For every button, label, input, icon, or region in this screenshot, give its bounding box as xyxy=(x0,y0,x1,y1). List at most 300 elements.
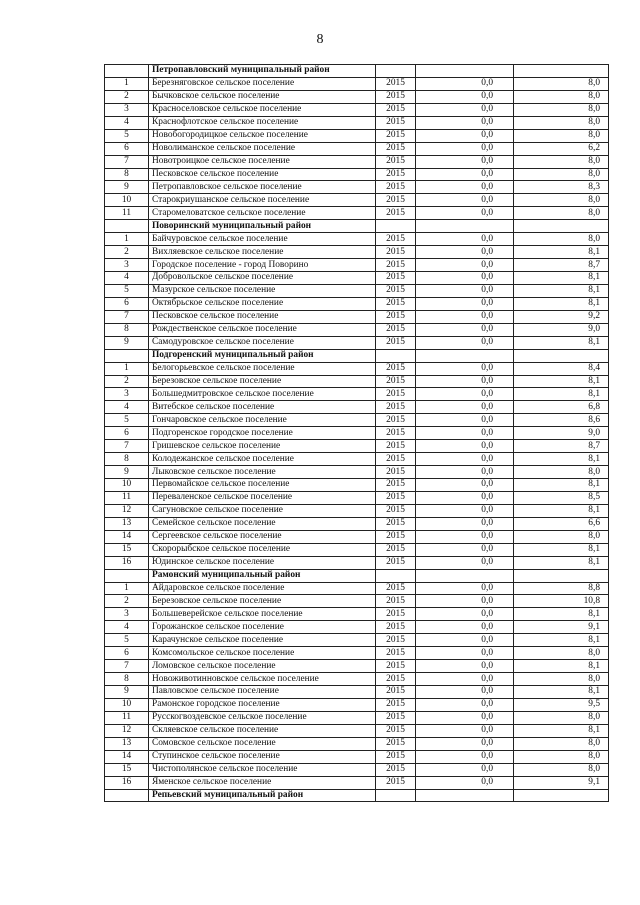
value-1-cell: 0,0 xyxy=(416,155,514,168)
year-cell: 2015 xyxy=(376,362,416,375)
table-row xyxy=(105,207,609,220)
row-number: 6 xyxy=(105,647,149,660)
value-1-cell: 0,0 xyxy=(416,556,514,569)
settlement-name: Старомеловатское сельское поселение xyxy=(149,207,376,220)
table-row xyxy=(105,504,609,517)
value-2-cell: 8,4 xyxy=(514,362,609,375)
year-cell: 2015 xyxy=(376,272,416,285)
row-number: 8 xyxy=(105,453,149,466)
settlement-name: Русскогвоздевское сельское поселение xyxy=(149,711,376,724)
settlement-name: Старокриушанское сельское поселение xyxy=(149,194,376,207)
row-number: 13 xyxy=(105,737,149,750)
settlement-name: Карачунское сельское поселение xyxy=(149,634,376,647)
value-2-cell: 8,0 xyxy=(514,466,609,479)
row-number: 4 xyxy=(105,621,149,634)
value-2-cell: 9,5 xyxy=(514,698,609,711)
year-cell: 2015 xyxy=(376,660,416,673)
settlement-name: Большедмитровское сельское поселение xyxy=(149,388,376,401)
row-number: 8 xyxy=(105,323,149,336)
value-2-cell: 8,1 xyxy=(514,453,609,466)
value-2-cell: 8,1 xyxy=(514,336,609,349)
row-number: 13 xyxy=(105,517,149,530)
value-1-cell: 0,0 xyxy=(416,686,514,699)
empty-cell xyxy=(105,789,149,802)
value-1-cell: 0,0 xyxy=(416,116,514,129)
table-row xyxy=(105,634,609,647)
row-number: 12 xyxy=(105,504,149,517)
year-cell: 2015 xyxy=(376,595,416,608)
settlement-name: Новобогородицкое сельское поселение xyxy=(149,129,376,142)
district-header-row xyxy=(105,569,609,582)
value-2-cell: 6,2 xyxy=(514,142,609,155)
table-row xyxy=(105,168,609,181)
row-number: 4 xyxy=(105,401,149,414)
value-1-cell: 0,0 xyxy=(416,129,514,142)
table-row xyxy=(105,77,609,90)
row-number: 10 xyxy=(105,194,149,207)
year-cell: 2015 xyxy=(376,673,416,686)
row-number: 1 xyxy=(105,233,149,246)
year-cell: 2015 xyxy=(376,90,416,103)
value-1-cell: 0,0 xyxy=(416,401,514,414)
empty-cell xyxy=(514,349,609,362)
table-row xyxy=(105,595,609,608)
value-2-cell: 8,0 xyxy=(514,129,609,142)
empty-cell xyxy=(514,789,609,802)
year-cell: 2015 xyxy=(376,142,416,155)
table-row xyxy=(105,453,609,466)
value-2-cell: 8,0 xyxy=(514,233,609,246)
settlement-name: Горожанское сельское поселение xyxy=(149,621,376,634)
empty-cell xyxy=(514,569,609,582)
settlement-name: Березовское сельское поселение xyxy=(149,595,376,608)
year-cell: 2015 xyxy=(376,77,416,90)
table-row xyxy=(105,698,609,711)
table-row xyxy=(105,310,609,323)
row-number: 5 xyxy=(105,284,149,297)
settlement-name: Октябрьское сельское поселение xyxy=(149,297,376,310)
table-row xyxy=(105,530,609,543)
district-name: Подгоренский муниципальный район xyxy=(149,349,376,362)
table-row xyxy=(105,517,609,530)
settlement-name: Краснофлотское сельское поселение xyxy=(149,116,376,129)
empty-cell xyxy=(416,220,514,233)
settlement-name: Петропавловское сельское поселение xyxy=(149,181,376,194)
value-1-cell: 0,0 xyxy=(416,90,514,103)
year-cell: 2015 xyxy=(376,466,416,479)
row-number: 11 xyxy=(105,711,149,724)
table-row xyxy=(105,233,609,246)
settlement-name: Байчуровское сельское поселение xyxy=(149,233,376,246)
settlement-name: Белогорьевское сельское поселение xyxy=(149,362,376,375)
table-row xyxy=(105,155,609,168)
settlements-table xyxy=(104,64,609,802)
year-cell: 2015 xyxy=(376,207,416,220)
table-row xyxy=(105,556,609,569)
settlement-name: Витебское сельское поселение xyxy=(149,401,376,414)
settlement-name: Песковское сельское поселение xyxy=(149,168,376,181)
value-2-cell: 8,0 xyxy=(514,103,609,116)
year-cell: 2015 xyxy=(376,491,416,504)
value-1-cell: 0,0 xyxy=(416,724,514,737)
row-number: 5 xyxy=(105,129,149,142)
district-header-row xyxy=(105,789,609,802)
empty-cell xyxy=(105,349,149,362)
settlement-name: Юдинское сельское поселение xyxy=(149,556,376,569)
value-2-cell: 8,0 xyxy=(514,763,609,776)
year-cell: 2015 xyxy=(376,246,416,259)
settlement-name: Новоживотинновское сельское поселение xyxy=(149,673,376,686)
settlement-name: Лыковское сельское поселение xyxy=(149,466,376,479)
value-2-cell: 8,1 xyxy=(514,246,609,259)
table-row xyxy=(105,284,609,297)
row-number: 15 xyxy=(105,763,149,776)
empty-cell xyxy=(514,65,609,78)
value-2-cell: 8,0 xyxy=(514,673,609,686)
value-1-cell: 0,0 xyxy=(416,181,514,194)
settlement-name: Гришевское сельское поселение xyxy=(149,440,376,453)
row-number: 9 xyxy=(105,466,149,479)
value-1-cell: 0,0 xyxy=(416,647,514,660)
year-cell: 2015 xyxy=(376,284,416,297)
value-2-cell: 8,0 xyxy=(514,207,609,220)
year-cell: 2015 xyxy=(376,711,416,724)
settlement-name: Городское поселение - город Поворино xyxy=(149,259,376,272)
settlement-name: Добровольское сельское поселение xyxy=(149,272,376,285)
empty-cell xyxy=(376,349,416,362)
year-cell: 2015 xyxy=(376,517,416,530)
year-cell: 2015 xyxy=(376,621,416,634)
table-row xyxy=(105,776,609,789)
value-1-cell: 0,0 xyxy=(416,168,514,181)
settlement-name: Сагуновское сельское поселение xyxy=(149,504,376,517)
value-1-cell: 0,0 xyxy=(416,543,514,556)
year-cell: 2015 xyxy=(376,608,416,621)
year-cell: 2015 xyxy=(376,168,416,181)
row-number: 7 xyxy=(105,310,149,323)
value-1-cell: 0,0 xyxy=(416,259,514,272)
table-row xyxy=(105,259,609,272)
district-name: Репьевский муниципальный район xyxy=(149,789,376,802)
row-number: 1 xyxy=(105,582,149,595)
value-1-cell: 0,0 xyxy=(416,362,514,375)
row-number: 1 xyxy=(105,77,149,90)
value-2-cell: 8,0 xyxy=(514,194,609,207)
table-row xyxy=(105,142,609,155)
table-row xyxy=(105,90,609,103)
empty-cell xyxy=(416,65,514,78)
value-1-cell: 0,0 xyxy=(416,336,514,349)
table-row xyxy=(105,427,609,440)
empty-cell xyxy=(416,789,514,802)
empty-cell xyxy=(376,569,416,582)
value-2-cell: 6,8 xyxy=(514,401,609,414)
value-1-cell: 0,0 xyxy=(416,776,514,789)
table-row xyxy=(105,763,609,776)
value-1-cell: 0,0 xyxy=(416,466,514,479)
row-number: 6 xyxy=(105,297,149,310)
row-number: 2 xyxy=(105,375,149,388)
value-1-cell: 0,0 xyxy=(416,582,514,595)
value-2-cell: 8,1 xyxy=(514,634,609,647)
row-number: 7 xyxy=(105,440,149,453)
table-row xyxy=(105,660,609,673)
table-row xyxy=(105,272,609,285)
settlement-name: Комсомольское сельское поселение xyxy=(149,647,376,660)
value-1-cell: 0,0 xyxy=(416,323,514,336)
value-2-cell: 8,1 xyxy=(514,556,609,569)
year-cell: 2015 xyxy=(376,259,416,272)
district-name: Поворинский муниципальный район xyxy=(149,220,376,233)
settlement-name: Самодуровское сельское поселение xyxy=(149,336,376,349)
value-1-cell: 0,0 xyxy=(416,77,514,90)
year-cell: 2015 xyxy=(376,323,416,336)
settlement-name: Айдаровское сельское поселение xyxy=(149,582,376,595)
value-1-cell: 0,0 xyxy=(416,414,514,427)
value-1-cell: 0,0 xyxy=(416,375,514,388)
year-cell: 2015 xyxy=(376,181,416,194)
value-1-cell: 0,0 xyxy=(416,427,514,440)
row-number: 2 xyxy=(105,90,149,103)
empty-cell xyxy=(376,220,416,233)
value-1-cell: 0,0 xyxy=(416,750,514,763)
value-1-cell: 0,0 xyxy=(416,207,514,220)
year-cell: 2015 xyxy=(376,103,416,116)
table-row xyxy=(105,388,609,401)
value-1-cell: 0,0 xyxy=(416,246,514,259)
year-cell: 2015 xyxy=(376,129,416,142)
value-1-cell: 0,0 xyxy=(416,634,514,647)
value-2-cell: 8,1 xyxy=(514,686,609,699)
table-row xyxy=(105,181,609,194)
value-2-cell: 9,1 xyxy=(514,621,609,634)
value-1-cell: 0,0 xyxy=(416,440,514,453)
district-header-row xyxy=(105,65,609,78)
table-row xyxy=(105,647,609,660)
table-row xyxy=(105,116,609,129)
value-1-cell: 0,0 xyxy=(416,103,514,116)
table-row xyxy=(105,608,609,621)
table-row xyxy=(105,491,609,504)
year-cell: 2015 xyxy=(376,233,416,246)
value-2-cell: 6,6 xyxy=(514,517,609,530)
table-row xyxy=(105,323,609,336)
row-number: 2 xyxy=(105,246,149,259)
row-number: 14 xyxy=(105,750,149,763)
year-cell: 2015 xyxy=(376,194,416,207)
row-number: 10 xyxy=(105,479,149,492)
row-number: 4 xyxy=(105,272,149,285)
page-number: 8 xyxy=(316,32,324,47)
table-row xyxy=(105,724,609,737)
district-name: Петропавловский муниципальный район xyxy=(149,65,376,78)
district-header-row xyxy=(105,220,609,233)
row-number: 3 xyxy=(105,103,149,116)
table-row xyxy=(105,711,609,724)
table-row xyxy=(105,194,609,207)
year-cell: 2015 xyxy=(376,453,416,466)
table-row xyxy=(105,401,609,414)
year-cell: 2015 xyxy=(376,155,416,168)
value-1-cell: 0,0 xyxy=(416,530,514,543)
value-1-cell: 0,0 xyxy=(416,608,514,621)
table-row xyxy=(105,686,609,699)
value-2-cell: 8,7 xyxy=(514,259,609,272)
value-1-cell: 0,0 xyxy=(416,453,514,466)
value-2-cell: 8,0 xyxy=(514,647,609,660)
value-2-cell: 8,1 xyxy=(514,272,609,285)
row-number: 9 xyxy=(105,336,149,349)
row-number: 6 xyxy=(105,427,149,440)
settlement-name: Рамонское городское поселение xyxy=(149,698,376,711)
settlement-name: Ступинское сельское поселение xyxy=(149,750,376,763)
table-row xyxy=(105,543,609,556)
value-1-cell: 0,0 xyxy=(416,142,514,155)
value-2-cell: 8,3 xyxy=(514,181,609,194)
district-name: Рамонский муниципальный район xyxy=(149,569,376,582)
table-row xyxy=(105,737,609,750)
empty-cell xyxy=(105,65,149,78)
row-number: 5 xyxy=(105,414,149,427)
settlement-name: Сергеевское сельское поселение xyxy=(149,530,376,543)
value-2-cell: 9,0 xyxy=(514,323,609,336)
settlement-name: Мазурское сельское поселение xyxy=(149,284,376,297)
row-number: 15 xyxy=(105,543,149,556)
row-number: 7 xyxy=(105,155,149,168)
year-cell: 2015 xyxy=(376,634,416,647)
empty-cell xyxy=(416,349,514,362)
table-row xyxy=(105,414,609,427)
value-1-cell: 0,0 xyxy=(416,310,514,323)
row-number: 8 xyxy=(105,168,149,181)
value-2-cell: 8,1 xyxy=(514,660,609,673)
settlement-name: Скляевское сельское поселение xyxy=(149,724,376,737)
row-number: 12 xyxy=(105,724,149,737)
table-row xyxy=(105,336,609,349)
settlement-name: Сомовское сельское поселение xyxy=(149,737,376,750)
row-number: 7 xyxy=(105,660,149,673)
value-1-cell: 0,0 xyxy=(416,660,514,673)
table-row xyxy=(105,582,609,595)
value-1-cell: 0,0 xyxy=(416,621,514,634)
value-1-cell: 0,0 xyxy=(416,673,514,686)
table-row xyxy=(105,129,609,142)
year-cell: 2015 xyxy=(376,776,416,789)
table-body xyxy=(105,65,609,802)
district-header-row xyxy=(105,349,609,362)
year-cell: 2015 xyxy=(376,414,416,427)
value-2-cell: 8,6 xyxy=(514,414,609,427)
year-cell: 2015 xyxy=(376,556,416,569)
value-2-cell: 8,0 xyxy=(514,530,609,543)
row-number: 11 xyxy=(105,207,149,220)
row-number: 3 xyxy=(105,259,149,272)
table-row xyxy=(105,673,609,686)
value-2-cell: 8,1 xyxy=(514,504,609,517)
row-number: 11 xyxy=(105,491,149,504)
value-1-cell: 0,0 xyxy=(416,284,514,297)
value-1-cell: 0,0 xyxy=(416,711,514,724)
settlement-name: Новотроицкое сельское поселение xyxy=(149,155,376,168)
table-row xyxy=(105,466,609,479)
year-cell: 2015 xyxy=(376,116,416,129)
settlement-name: Чистополянское сельское поселение xyxy=(149,763,376,776)
value-2-cell: 8,0 xyxy=(514,77,609,90)
settlement-name: Павловское сельское поселение xyxy=(149,686,376,699)
table-row xyxy=(105,246,609,259)
year-cell: 2015 xyxy=(376,647,416,660)
empty-cell xyxy=(376,65,416,78)
settlement-name: Бычковское сельское поселение xyxy=(149,90,376,103)
year-cell: 2015 xyxy=(376,543,416,556)
table-row xyxy=(105,440,609,453)
year-cell: 2015 xyxy=(376,582,416,595)
year-cell: 2015 xyxy=(376,737,416,750)
year-cell: 2015 xyxy=(376,686,416,699)
year-cell: 2015 xyxy=(376,440,416,453)
year-cell: 2015 xyxy=(376,401,416,414)
settlement-name: Яменское сельское поселение xyxy=(149,776,376,789)
settlement-name: Рождественское сельское поселение xyxy=(149,323,376,336)
settlement-name: Подгоренское городское поселение xyxy=(149,427,376,440)
value-2-cell: 8,0 xyxy=(514,737,609,750)
table-row xyxy=(105,479,609,492)
row-number: 9 xyxy=(105,181,149,194)
year-cell: 2015 xyxy=(376,530,416,543)
value-2-cell: 8,0 xyxy=(514,90,609,103)
year-cell: 2015 xyxy=(376,297,416,310)
value-1-cell: 0,0 xyxy=(416,233,514,246)
value-1-cell: 0,0 xyxy=(416,763,514,776)
value-1-cell: 0,0 xyxy=(416,491,514,504)
row-number: 9 xyxy=(105,686,149,699)
value-2-cell: 9,0 xyxy=(514,427,609,440)
value-2-cell: 8,0 xyxy=(514,750,609,763)
settlement-name: Песковское сельское поселение xyxy=(149,310,376,323)
settlement-name: Вихляевское сельское поселение xyxy=(149,246,376,259)
value-2-cell: 8,1 xyxy=(514,724,609,737)
value-2-cell: 9,2 xyxy=(514,310,609,323)
row-number: 6 xyxy=(105,142,149,155)
row-number: 10 xyxy=(105,698,149,711)
settlement-name: Красноселовское сельское поселение xyxy=(149,103,376,116)
value-2-cell: 8,0 xyxy=(514,711,609,724)
empty-cell xyxy=(105,220,149,233)
year-cell: 2015 xyxy=(376,336,416,349)
year-cell: 2015 xyxy=(376,763,416,776)
value-1-cell: 0,0 xyxy=(416,194,514,207)
year-cell: 2015 xyxy=(376,724,416,737)
value-1-cell: 0,0 xyxy=(416,737,514,750)
year-cell: 2015 xyxy=(376,504,416,517)
value-2-cell: 9,1 xyxy=(514,776,609,789)
row-number: 14 xyxy=(105,530,149,543)
empty-cell xyxy=(105,569,149,582)
settlement-name: Переваленское сельское поселение xyxy=(149,491,376,504)
value-1-cell: 0,0 xyxy=(416,388,514,401)
settlement-name: Ломовское сельское поселение xyxy=(149,660,376,673)
settlement-name: Большеверейское сельское поселение xyxy=(149,608,376,621)
year-cell: 2015 xyxy=(376,750,416,763)
row-number: 8 xyxy=(105,673,149,686)
settlement-name: Первомайское сельское поселение xyxy=(149,479,376,492)
value-2-cell: 8,0 xyxy=(514,116,609,129)
value-2-cell: 8,8 xyxy=(514,582,609,595)
value-1-cell: 0,0 xyxy=(416,479,514,492)
value-2-cell: 8,1 xyxy=(514,479,609,492)
row-number: 16 xyxy=(105,556,149,569)
value-1-cell: 0,0 xyxy=(416,297,514,310)
